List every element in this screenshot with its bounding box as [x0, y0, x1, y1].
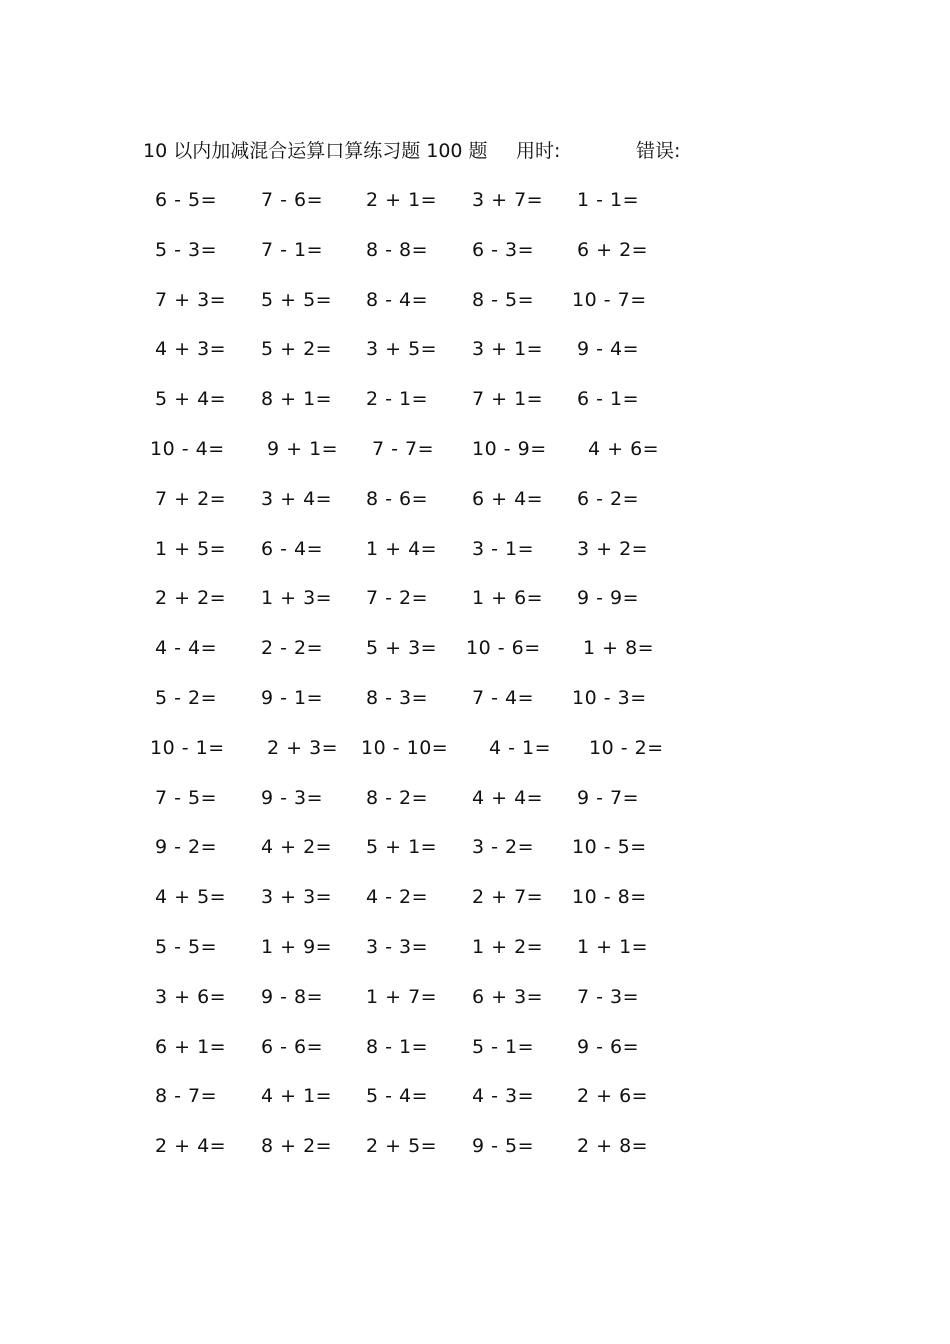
- arithmetic-problem: 4 + 3=: [155, 338, 227, 361]
- arithmetic-problem: 6 + 2=: [577, 238, 649, 261]
- arithmetic-problem: 7 - 4=: [472, 687, 535, 709]
- time-used-label: 用时:: [516, 140, 561, 162]
- arithmetic-problem: 1 + 6=: [472, 587, 544, 610]
- problem-row: [0, 535, 950, 563]
- arithmetic-problem: 1 + 5=: [155, 537, 227, 560]
- problem-row: [0, 584, 950, 612]
- arithmetic-problem: 5 + 3=: [366, 637, 438, 660]
- arithmetic-problem: 2 + 2=: [155, 587, 227, 610]
- arithmetic-problem: 4 + 2=: [261, 836, 333, 859]
- arithmetic-problem: 7 - 2=: [366, 587, 429, 610]
- arithmetic-problem: 5 - 2=: [155, 687, 218, 709]
- arithmetic-problem: 3 - 3=: [366, 936, 429, 958]
- arithmetic-problem: 6 - 1=: [577, 388, 640, 411]
- arithmetic-problem: 9 - 7=: [577, 786, 640, 809]
- problem-row: [0, 1132, 950, 1160]
- arithmetic-problem: 10 - 10=: [361, 736, 449, 759]
- arithmetic-problem: 10 - 7=: [572, 288, 647, 311]
- arithmetic-problem: 2 + 3=: [267, 736, 339, 759]
- arithmetic-problem: 9 - 1=: [261, 687, 324, 709]
- arithmetic-problem: 9 - 3=: [261, 786, 324, 809]
- arithmetic-problem: 5 - 3=: [155, 238, 218, 261]
- arithmetic-problem: 7 - 5=: [155, 786, 218, 809]
- arithmetic-problem: 7 + 2=: [155, 487, 227, 510]
- problem-row: [0, 883, 950, 911]
- arithmetic-problem: 5 + 5=: [261, 288, 333, 311]
- arithmetic-problem: 9 - 2=: [155, 836, 218, 859]
- arithmetic-problem: 3 - 2=: [472, 836, 535, 859]
- arithmetic-problem: 1 + 4=: [366, 537, 438, 560]
- problem-row: [0, 335, 950, 363]
- worksheet-title: 10 以内加减混合运算口算练习题 100 题: [143, 140, 488, 162]
- arithmetic-problem: 1 + 9=: [261, 936, 333, 958]
- arithmetic-problem: 6 + 4=: [472, 487, 544, 510]
- arithmetic-problem: 4 - 3=: [472, 1085, 535, 1108]
- arithmetic-problem: 1 + 1=: [577, 936, 649, 958]
- arithmetic-problem: 10 - 8=: [572, 886, 647, 909]
- arithmetic-problem: 4 + 1=: [261, 1085, 333, 1108]
- arithmetic-problem: 2 + 6=: [577, 1085, 649, 1108]
- problem-row: [0, 435, 950, 463]
- arithmetic-problem: 8 + 2=: [261, 1135, 333, 1158]
- arithmetic-problem: 4 + 6=: [588, 438, 660, 460]
- arithmetic-problem: 7 - 3=: [577, 985, 640, 1008]
- problem-row: [0, 933, 950, 961]
- arithmetic-problem: 2 + 8=: [577, 1135, 649, 1158]
- problem-row: [0, 186, 950, 214]
- arithmetic-problem: 9 - 5=: [472, 1135, 535, 1158]
- arithmetic-problem: 7 - 1=: [261, 238, 324, 261]
- arithmetic-problem: 8 - 1=: [366, 1035, 429, 1058]
- arithmetic-problem: 4 - 1=: [489, 736, 552, 759]
- arithmetic-problem: 9 - 9=: [577, 587, 640, 610]
- arithmetic-problem: 7 + 3=: [155, 288, 227, 311]
- arithmetic-problem: 5 - 1=: [472, 1035, 535, 1058]
- problem-row: [0, 236, 950, 264]
- arithmetic-problem: 2 - 1=: [366, 388, 429, 411]
- arithmetic-problem: 6 - 5=: [155, 189, 218, 211]
- arithmetic-problem: 5 + 1=: [366, 836, 438, 859]
- arithmetic-problem: 8 - 5=: [472, 288, 535, 311]
- arithmetic-problem: 3 + 7=: [472, 189, 544, 211]
- arithmetic-problem: 7 - 6=: [261, 189, 324, 211]
- arithmetic-problem: 6 - 4=: [261, 537, 324, 560]
- arithmetic-problem: 8 - 2=: [366, 786, 429, 809]
- problem-row: [0, 983, 950, 1011]
- arithmetic-problem: 4 + 4=: [472, 786, 544, 809]
- arithmetic-problem: 5 - 5=: [155, 936, 218, 958]
- arithmetic-problem: 3 + 1=: [472, 338, 544, 361]
- arithmetic-problem: 1 + 7=: [366, 985, 438, 1008]
- arithmetic-problem: 3 + 6=: [155, 985, 227, 1008]
- arithmetic-problem: 7 - 7=: [372, 438, 435, 460]
- arithmetic-problem: 4 + 5=: [155, 886, 227, 909]
- arithmetic-problem: 1 + 3=: [261, 587, 333, 610]
- arithmetic-problem: 6 + 1=: [155, 1035, 227, 1058]
- arithmetic-problem: 2 + 4=: [155, 1135, 227, 1158]
- arithmetic-problem: 5 + 4=: [155, 388, 227, 411]
- arithmetic-problem: 3 - 1=: [472, 537, 535, 560]
- arithmetic-problem: 9 - 4=: [577, 338, 640, 361]
- arithmetic-problem: 9 - 8=: [261, 985, 324, 1008]
- arithmetic-problem: 1 + 2=: [472, 936, 544, 958]
- arithmetic-problem: 7 + 1=: [472, 388, 544, 411]
- arithmetic-problem: 5 - 4=: [366, 1085, 429, 1108]
- arithmetic-problem: 4 - 4=: [155, 637, 218, 660]
- arithmetic-problem: 8 - 3=: [366, 687, 429, 709]
- arithmetic-problem: 8 - 6=: [366, 487, 429, 510]
- arithmetic-problem: 6 - 2=: [577, 487, 640, 510]
- arithmetic-problem: 3 + 2=: [577, 537, 649, 560]
- arithmetic-problem: 8 - 4=: [366, 288, 429, 311]
- arithmetic-problem: 8 - 8=: [366, 238, 429, 261]
- arithmetic-problem: 10 - 3=: [572, 687, 647, 709]
- arithmetic-problem: 8 + 1=: [261, 388, 333, 411]
- arithmetic-problem: 10 - 6=: [466, 637, 541, 660]
- arithmetic-problem: 10 - 9=: [472, 438, 547, 460]
- arithmetic-problem: 4 - 2=: [366, 886, 429, 909]
- problem-row: [0, 1082, 950, 1110]
- arithmetic-problem: 2 + 5=: [366, 1135, 438, 1158]
- arithmetic-problem: 3 + 3=: [261, 886, 333, 909]
- arithmetic-problem: 9 - 6=: [577, 1035, 640, 1058]
- arithmetic-problem: 1 + 8=: [583, 637, 655, 660]
- arithmetic-problem: 8 - 7=: [155, 1085, 218, 1108]
- arithmetic-problem: 2 - 2=: [261, 637, 324, 660]
- arithmetic-problem: 6 - 6=: [261, 1035, 324, 1058]
- problem-row: [0, 634, 950, 662]
- arithmetic-problem: 6 - 3=: [472, 238, 535, 261]
- arithmetic-problem: 3 + 5=: [366, 338, 438, 361]
- arithmetic-problem: 5 + 2=: [261, 338, 333, 361]
- problem-row: [0, 1033, 950, 1061]
- arithmetic-problem: 2 + 1=: [366, 189, 438, 211]
- problem-row: [0, 385, 950, 413]
- arithmetic-problem: 6 + 3=: [472, 985, 544, 1008]
- arithmetic-problem: 2 + 7=: [472, 886, 544, 909]
- problem-row: [0, 684, 950, 712]
- problem-row: [0, 833, 950, 861]
- arithmetic-problem: 9 + 1=: [267, 438, 339, 460]
- errors-label: 错误:: [636, 140, 681, 162]
- problem-row: [0, 485, 950, 513]
- arithmetic-problem: 10 - 4=: [150, 438, 225, 460]
- arithmetic-problem: 3 + 4=: [261, 487, 333, 510]
- problem-row: [0, 784, 950, 812]
- arithmetic-problem: 10 - 2=: [589, 736, 664, 759]
- arithmetic-problem: 10 - 1=: [150, 736, 225, 759]
- arithmetic-problem: 10 - 5=: [572, 836, 647, 859]
- arithmetic-problem: 1 - 1=: [577, 189, 640, 211]
- problem-row: [0, 286, 950, 314]
- problem-row: [0, 734, 950, 762]
